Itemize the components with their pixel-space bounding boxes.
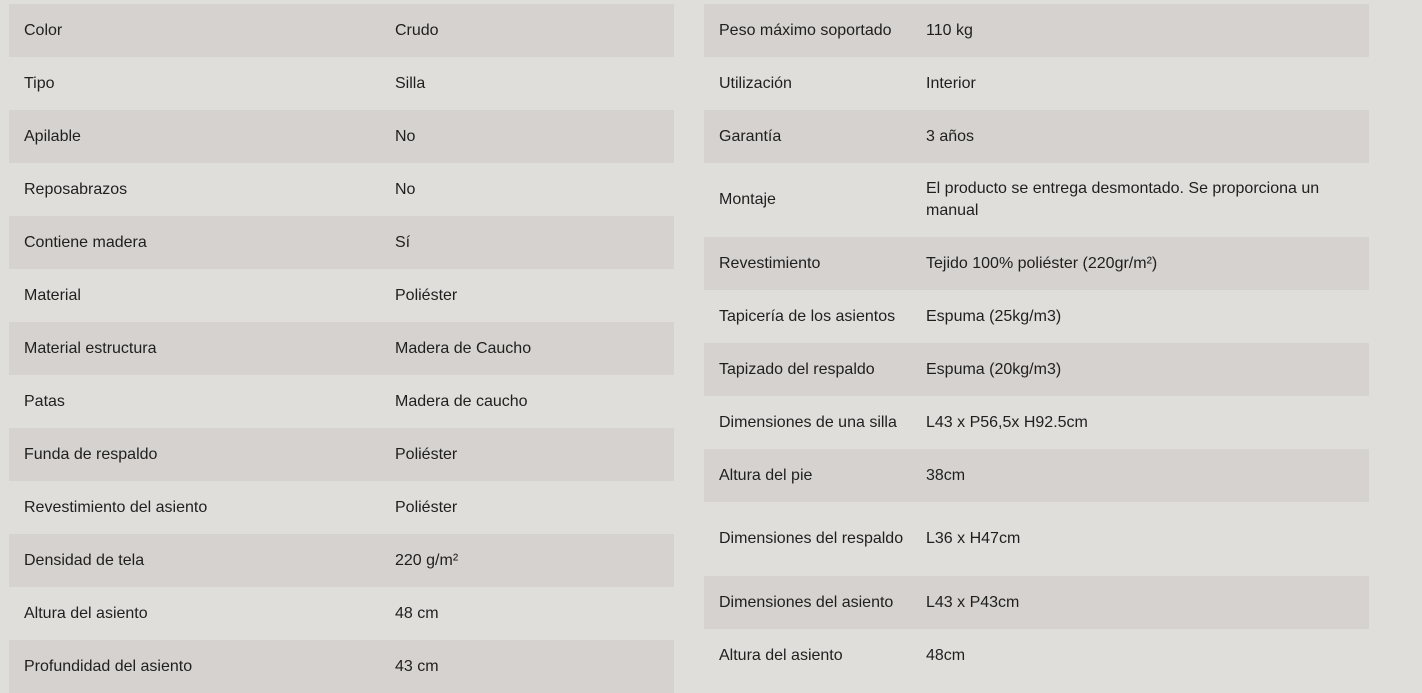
spec-value: 43 cm xyxy=(395,657,439,675)
spec-label: Dimensiones del respaldo xyxy=(719,530,904,547)
spec-value: 3 años xyxy=(926,127,975,145)
spec-label: Material xyxy=(24,286,81,304)
spec-label: Altura del asiento xyxy=(24,604,148,622)
spec-row xyxy=(9,428,674,481)
spec-value: 38cm xyxy=(926,466,966,484)
spec-label: Patas xyxy=(24,392,65,410)
spec-value: Madera de Caucho xyxy=(395,339,532,357)
specs-table-left xyxy=(9,4,674,693)
spec-row xyxy=(704,110,1369,163)
spec-label: Reposabrazos xyxy=(24,180,128,198)
spec-label: Altura del asiento xyxy=(719,646,843,664)
spec-row xyxy=(704,449,1369,502)
spec-value: Madera de caucho xyxy=(395,392,528,410)
spec-label: Dimensiones de una silla xyxy=(719,413,897,431)
spec-value: Poliéster xyxy=(395,445,458,463)
spec-value: 48cm xyxy=(926,646,966,664)
spec-value: Silla xyxy=(395,74,426,92)
spec-value: 220 g/m² xyxy=(395,551,459,569)
spec-value: L43 x P43cm xyxy=(926,593,1020,611)
spec-value: Espuma (25kg/m3) xyxy=(926,307,1062,325)
spec-row xyxy=(704,237,1369,290)
spec-row xyxy=(704,576,1369,629)
spec-label: Apilable xyxy=(24,127,81,145)
spec-value: Sí xyxy=(395,233,411,251)
spec-row xyxy=(9,587,674,640)
spec-label: Tipo xyxy=(24,74,55,92)
specs-table-right xyxy=(704,4,1369,682)
spec-label: Densidad de tela xyxy=(24,551,145,569)
spec-row xyxy=(9,481,674,534)
spec-row xyxy=(9,57,674,110)
spec-row xyxy=(704,4,1369,57)
spec-label: Material estructura xyxy=(24,339,157,357)
spec-value: L36 x H47cm xyxy=(926,530,1021,547)
spec-label: Contiene madera xyxy=(24,233,147,251)
spec-value: Tejido 100% poliéster (220gr/m²) xyxy=(926,254,1158,272)
spec-label: Funda de respaldo xyxy=(24,445,158,463)
spec-value: Interior xyxy=(926,74,976,92)
spec-value: 110 kg xyxy=(926,21,973,39)
spec-row xyxy=(9,110,674,163)
spec-label: Revestimiento xyxy=(719,254,821,272)
spec-value: No xyxy=(395,180,416,198)
spec-label: Utilización xyxy=(719,74,792,92)
spec-label: Garantía xyxy=(719,127,782,145)
spec-value: 48 cm xyxy=(395,604,439,622)
spec-value: Poliéster xyxy=(395,286,458,304)
spec-row xyxy=(704,502,1369,576)
spec-value: No xyxy=(395,127,416,145)
spec-label: Montaje xyxy=(719,191,776,208)
spec-label: Dimensiones del asiento xyxy=(719,593,894,611)
spec-row xyxy=(704,290,1369,343)
spec-label: Peso máximo soportado xyxy=(719,21,892,39)
spec-row xyxy=(704,629,1369,682)
spec-row xyxy=(704,163,1369,237)
spec-label: Altura del pie xyxy=(719,466,813,484)
spec-row xyxy=(9,269,674,322)
spec-row xyxy=(9,322,674,375)
spec-label: Tapizado del respaldo xyxy=(719,360,875,378)
spec-value: Espuma (20kg/m3) xyxy=(926,360,1062,378)
spec-row xyxy=(9,534,674,587)
spec-row xyxy=(704,57,1369,110)
spec-label: Profundidad del asiento xyxy=(24,657,193,675)
spec-label: Revestimiento del asiento xyxy=(24,498,208,516)
spec-value: Poliéster xyxy=(395,498,458,516)
spec-row xyxy=(704,343,1369,396)
spec-row xyxy=(9,163,674,216)
spec-label: Tapicería de los asientos xyxy=(719,307,896,325)
spec-value: Crudo xyxy=(395,21,439,39)
spec-row xyxy=(9,216,674,269)
spec-value: L43 x P56,5x H92.5cm xyxy=(926,413,1088,431)
spec-row xyxy=(704,396,1369,449)
spec-row xyxy=(9,640,674,693)
spec-row xyxy=(9,375,674,428)
spec-label: Color xyxy=(24,21,63,39)
spec-value: El producto se entrega desmontado. Se proporciona un manual xyxy=(926,180,1320,219)
spec-row xyxy=(9,4,674,57)
